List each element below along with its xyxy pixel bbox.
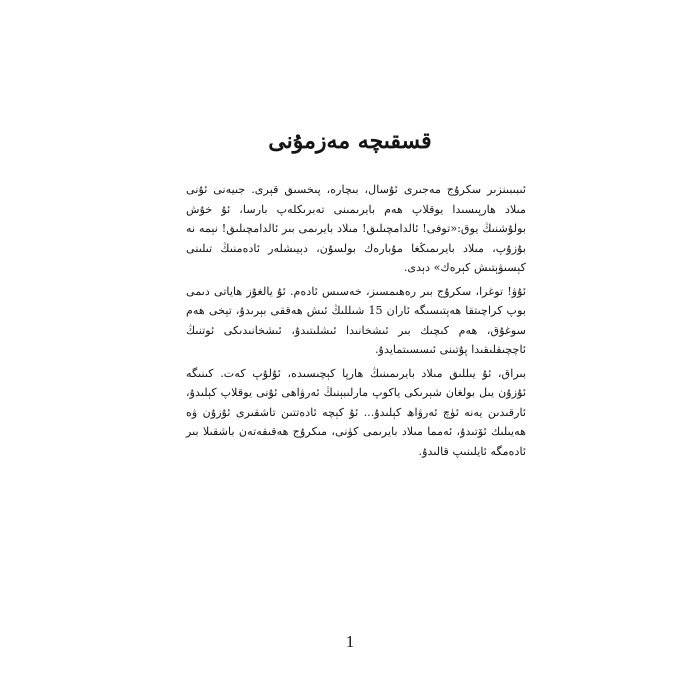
paragraph-1: ئىبىبىنزىر سكرۇج مەجىرى ئۇسال، بىچارە، پىخسىق قېرى. جىيەنى ئۇنى مىلاد ھارپىسىدا يوقلاپ ھەم بايرىمىنى تەبرىكلەپ بارسا، ئۇ خۇش بولۇشنىڭ يوق:«توفى! ئالدامچىلىق! مىلاد بايرىمى بىر ئالدامچىلىق! نېمە نە بۇزۇپ، مىلاد بايرىمىڭغا مۇبارەك بولسۇن، دېيىشلەر ئادەمنىڭ تىلىنى كېسىۋېتىش كېرەك» دېدى. — [186, 183, 526, 274]
body-text — [186, 180, 526, 465]
page-title: قسقىچە مەزمۇنى — [268, 128, 432, 154]
paragraph-3: بىراق، ئۇ يىللىق مىلاد بايرىمىنىڭ ھارپا كېچىسىدە، ئۇلۇپ كەت. كىنىگە ئۇزۇن يىل بولغان شېرىكى ياكوپ مارلىبېنىڭ ئەرۋاھى ئۇنى يوقلاپ كېلىدۇ، ئارقىدىن يەنە ئۈچ ئەرۋاھ كېلىدۇ... ئۇ كېچە ئادەتتىن تاشقىرى ئۇزۇن ۋە ھەيىلىك ئۆتىدۇ، ئەمما مىلاد بايرىمى كۈنى، مىكرۇج ھەقىقەتەن باشقىلا بىر ئادەمگە ئايلىنىپ قالىدۇ. — [186, 366, 526, 458]
page-number: 1 — [345, 632, 355, 651]
paragraph-2: ئۇۋ! توغرا، سكرۇج بىر رەھىمسىز، خەسىس ئادەم. ئۇ يالغۇز ھاياتى دىمى بوپ كراچىتقا ھەپتىسىگە ئاران 15 شىللىڭ ئىش ھەققى بېرىدۇ، تېخى ھەم سوغۇق، ھەم كىچىك بىر ئىشخانىدا ئىشلىتىدۇ، ئىشخانىدىكى ئوتنىڭ ئاچچىقلىقىدا پۇتىنى ئىسسىتمايدۇ. — [186, 284, 526, 356]
